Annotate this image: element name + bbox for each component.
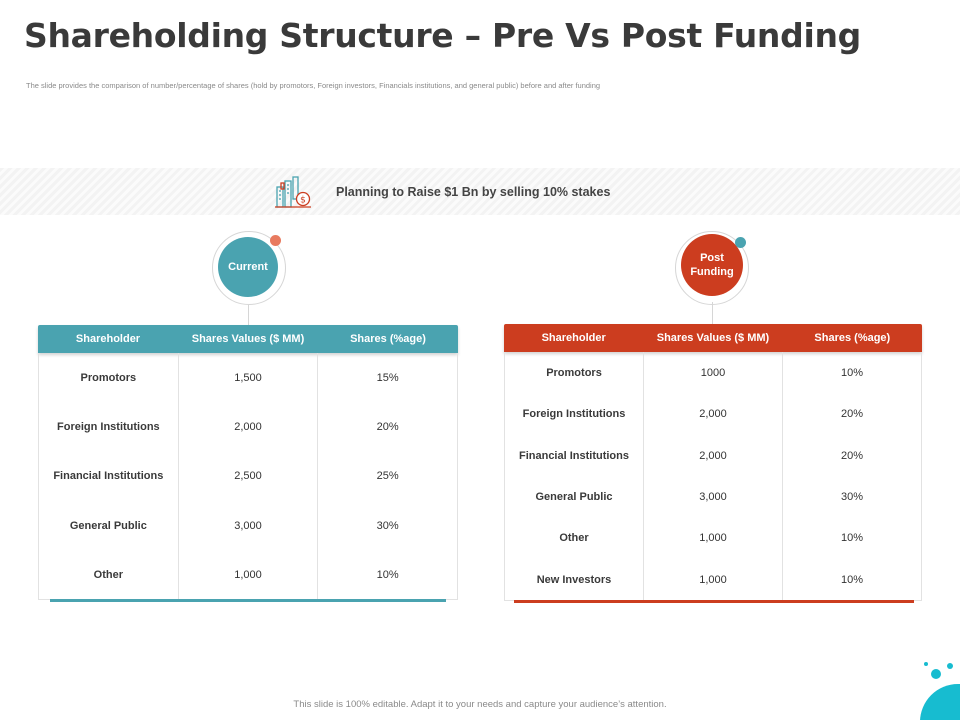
badge-connector	[248, 305, 249, 325]
badge-accent-dot	[270, 235, 281, 246]
cell-value: 3,000	[643, 476, 782, 517]
col-header-shareholder: Shareholder	[75, 333, 141, 345]
cell-value: 3,000	[178, 501, 318, 551]
table-header	[38, 325, 458, 353]
cell-percent: 10%	[317, 551, 457, 599]
cell-shareholder: Other	[559, 532, 589, 544]
post-funding-badge	[675, 231, 749, 305]
cell-value: 2,500	[178, 451, 318, 501]
table-row	[505, 393, 921, 435]
table-row	[505, 517, 921, 559]
cell-percent: 20%	[782, 435, 921, 476]
table-row	[505, 352, 921, 393]
cell-shareholder: Other	[93, 569, 123, 581]
cell-value: 2,000	[643, 393, 782, 435]
slide-title: Shareholding Structure – Pre Vs Post Funding	[24, 16, 861, 55]
corner-decoration	[890, 660, 960, 720]
cell-shareholder: Foreign Institutions	[57, 420, 160, 433]
cell-percent: 20%	[317, 402, 457, 451]
slide-subtitle: The slide provides the comparison of number/percentage of shares (hold by promotors, Foreign investors, Financials institutions, and general public) before and after funding	[26, 81, 601, 90]
cell-value: 1000	[643, 352, 782, 393]
col-header-percent: Shares (%age)	[350, 333, 426, 345]
cell-value: 1,500	[178, 353, 318, 402]
cell-shareholder: General Public	[535, 490, 613, 503]
table-body	[504, 352, 922, 601]
cell-shareholder: Foreign Institutions	[522, 408, 626, 420]
cell-percent: 30%	[317, 501, 457, 551]
table-row	[505, 435, 921, 476]
cell-value: 2,000	[643, 435, 782, 476]
col-header-values: Shares Values ($ MM)	[191, 333, 305, 345]
post-funding-table	[504, 324, 922, 601]
badge-accent-dot	[735, 237, 746, 248]
table-row	[39, 551, 457, 599]
cell-percent: 10%	[782, 559, 921, 600]
col-header-percent: Shares (%age)	[814, 332, 891, 344]
svg-text:$: $	[300, 195, 306, 206]
table-body	[38, 353, 458, 600]
current-badge-label: Current	[228, 261, 268, 273]
table-row	[39, 353, 457, 402]
footer-note: This slide is 100% editable. Adapt it to your needs and capture your audience’s attention.	[293, 699, 667, 710]
cell-shareholder: General Public	[69, 520, 147, 532]
table-underline	[514, 600, 914, 603]
banner-text: Planning to Raise $1 Bn by selling 10% stakes	[336, 185, 611, 199]
cell-shareholder: Promotors	[546, 366, 602, 379]
col-header-values: Shares Values ($ MM)	[656, 332, 770, 344]
current-table	[38, 325, 458, 600]
cell-value: 1,000	[643, 559, 782, 600]
cell-shareholder: Promotors	[80, 371, 137, 384]
table-row	[39, 402, 457, 451]
cell-percent: 30%	[782, 476, 921, 517]
cell-shareholder: New Investors	[536, 573, 612, 586]
cell-shareholder: Financial Institutions	[53, 470, 164, 482]
table-underline	[50, 599, 446, 602]
cell-percent: 20%	[782, 393, 921, 435]
table-row	[505, 559, 921, 600]
table-header	[504, 324, 922, 352]
city-buildings-dollar-icon	[273, 173, 313, 211]
current-badge	[212, 231, 286, 305]
table-row	[39, 501, 457, 551]
col-header-shareholder: Shareholder	[541, 332, 606, 344]
cell-percent: 15%	[317, 353, 457, 402]
cell-value: 1,000	[178, 551, 318, 599]
cell-percent: 25%	[317, 451, 457, 501]
table-row	[39, 451, 457, 501]
post-badge-line1: Post	[700, 252, 724, 264]
table-row	[505, 476, 921, 517]
cell-shareholder: Financial Institutions	[518, 449, 629, 462]
cell-percent: 10%	[782, 517, 921, 559]
cell-value: 1,000	[643, 517, 782, 559]
post-badge-line2: Funding	[690, 266, 734, 278]
cell-percent: 10%	[782, 352, 921, 393]
cell-value: 2,000	[178, 402, 318, 451]
badge-connector	[712, 302, 713, 324]
